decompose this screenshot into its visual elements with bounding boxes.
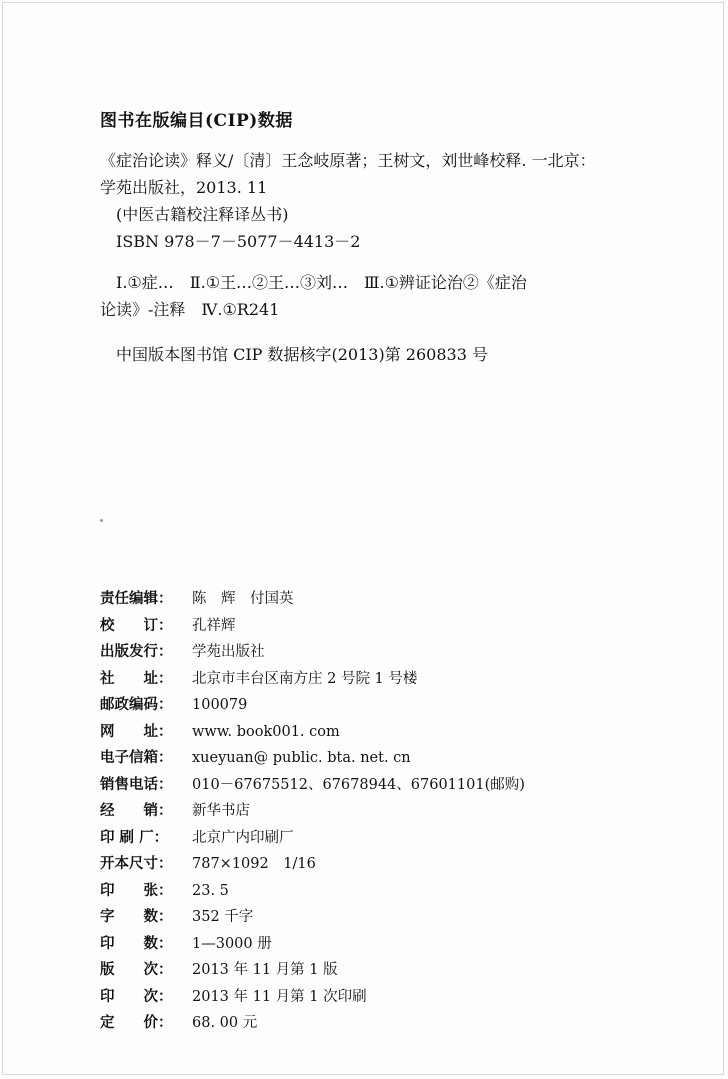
colophon-value: 北京市丰台区南方庄 2 号院 1 号楼 bbox=[192, 670, 418, 687]
colophon-value: 学苑出版社 bbox=[192, 644, 265, 660]
colophon-row bbox=[100, 825, 660, 852]
colophon-label: 校 订： bbox=[100, 616, 173, 634]
colophon-label: 电子信箱： bbox=[100, 749, 173, 766]
colophon-row bbox=[100, 692, 660, 719]
colophon-row bbox=[100, 745, 660, 772]
colophon-value: 23. 5 bbox=[192, 882, 229, 899]
colophon-label: 出版发行： bbox=[100, 643, 173, 660]
colophon-row bbox=[100, 772, 660, 799]
colophon-row bbox=[100, 1010, 660, 1037]
colophon-value: 2013 年 11 月第 1 版 bbox=[192, 962, 338, 978]
colophon-value: 352 千字 bbox=[192, 909, 254, 925]
colophon-value: 787×1092 1/16 bbox=[192, 856, 316, 872]
colophon-block bbox=[100, 586, 660, 1037]
page-speck bbox=[100, 519, 103, 522]
cip-class-line-1: Ⅰ.①症… Ⅱ.①王…②王…③刘… Ⅲ.①辨证论治②《症治 bbox=[116, 273, 527, 292]
cip-title-entry bbox=[100, 147, 660, 255]
colophon-label: 字 数： bbox=[100, 908, 173, 925]
colophon-row bbox=[100, 586, 660, 613]
cip-check-line: 中国版本图书馆 CIP 数据核字(2013)第 260833 号 bbox=[116, 345, 488, 364]
colophon-row bbox=[100, 984, 660, 1011]
colophon-label: 责任编辑： bbox=[100, 590, 173, 607]
colophon-value: 2013 年 11 月第 1 次印刷 bbox=[192, 988, 367, 1005]
colophon-row bbox=[100, 851, 660, 878]
cip-title-line-2: 学苑出版社，2013. 11 bbox=[100, 178, 268, 197]
colophon-label: 定 价： bbox=[100, 1014, 173, 1031]
colophon-label: 社 址： bbox=[100, 669, 173, 687]
colophon-row bbox=[100, 639, 660, 666]
cip-check-number bbox=[100, 341, 660, 368]
colophon-row bbox=[100, 878, 660, 905]
colophon-label: 印 张： bbox=[100, 881, 173, 899]
colophon-row bbox=[100, 719, 660, 746]
colophon-value: 010－67675512、67678944、67601101(邮购) bbox=[192, 776, 525, 793]
colophon-label: 印 刷 厂： bbox=[100, 828, 169, 846]
colophon-row bbox=[100, 613, 660, 640]
colophon-row bbox=[100, 904, 660, 931]
colophon-label: 网 址： bbox=[100, 722, 173, 740]
colophon-value: www. book001. com bbox=[192, 723, 340, 740]
colophon-value: 68. 00 元 bbox=[192, 1015, 258, 1031]
cip-heading: 图书在版编目(CIP)数据 bbox=[100, 111, 293, 131]
colophon-value: 孔祥辉 bbox=[192, 617, 236, 634]
colophon-label: 销售电话： bbox=[100, 775, 173, 793]
cip-isbn: ISBN 978－7－5077－4413－2 bbox=[116, 232, 361, 251]
colophon-label: 经 销： bbox=[100, 802, 173, 819]
colophon-label: 印 次： bbox=[100, 987, 173, 1005]
colophon-row bbox=[100, 931, 660, 958]
colophon-value: xueyuan@ public. bta. net. cn bbox=[192, 750, 411, 766]
colophon-row bbox=[100, 798, 660, 825]
colophon-value: 1—3000 册 bbox=[192, 935, 272, 952]
cip-classification bbox=[100, 269, 660, 323]
colophon-label: 开本尺寸： bbox=[100, 855, 173, 872]
colophon-value: 新华书店 bbox=[192, 803, 250, 819]
colophon-label: 印 数： bbox=[100, 934, 173, 952]
colophon-label: 邮政编码： bbox=[100, 696, 173, 713]
colophon-value: 100079 bbox=[192, 697, 248, 713]
colophon-value: 陈 辉 付国英 bbox=[192, 591, 294, 607]
cip-title-line-1: 《症治论读》释义/〔清〕王念岐原著；王树文，刘世峰校释. 一北京： bbox=[100, 151, 596, 170]
cip-block bbox=[100, 106, 660, 368]
colophon-row bbox=[100, 957, 660, 984]
colophon-label: 版 次： bbox=[100, 961, 173, 978]
colophon-row bbox=[100, 666, 660, 693]
colophon-value: 北京广内印刷厂 bbox=[192, 829, 294, 846]
cip-series: (中医古籍校注释译丛书) bbox=[116, 205, 289, 224]
cip-class-line-2: 论读》-注释 Ⅳ.①R241 bbox=[100, 300, 280, 319]
